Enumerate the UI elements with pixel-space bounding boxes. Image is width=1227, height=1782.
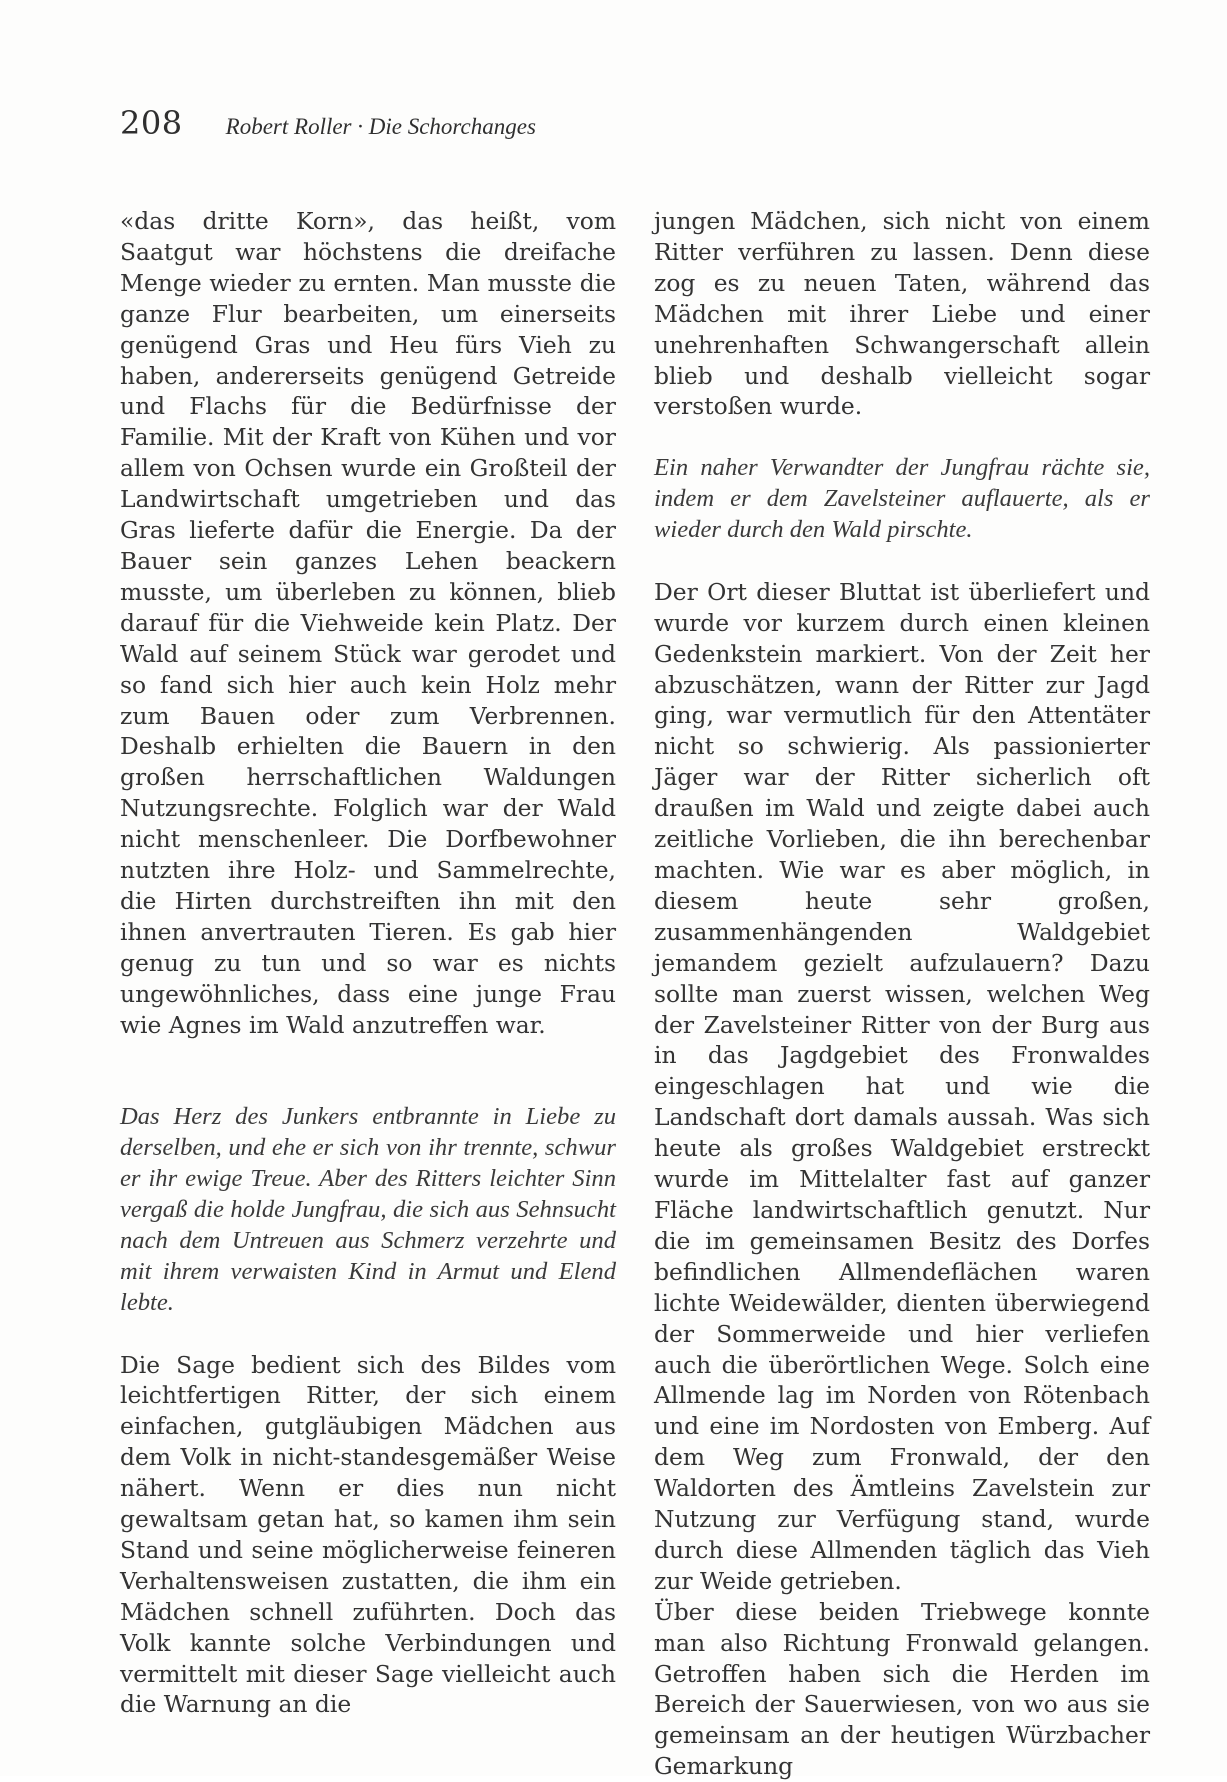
page-number: 208 (120, 104, 183, 142)
left-column (120, 206, 616, 1720)
right-column (654, 206, 1150, 1782)
body-paragraph: Die Sage bedient sich des Bildes vom leichtfertigen Ritter, der sich einem einfachen, gutgläubigen Mädchen aus dem Volk in nicht-standesgemäßer Weise nähert. Wenn er dies nun nicht gewaltsam getan hat, so kamen ihm sein Stand und seine möglicherweise feineren Verhaltensweisen zustatten, die ihm ein Mädchen schnell zuführten. Doch das Volk kannte solche Verbindungen und vermittelt mit dieser Sage vielleicht auch die Warnung an die (120, 1350, 616, 1719)
page-header (120, 104, 536, 142)
legend-quote: Ein naher Verwandter der Jungfrau rächte sie, indem er dem Zavelsteiner auflauerte, als er wieder durch den Wald pirschte. (654, 454, 1150, 544)
legend-quote: Das Herz des Junkers entbrannte in Liebe zu derselben, und ehe er sich von ihr trennte, schwur er ihr ewige Treue. Aber des Ritters leichter Sinn vergaß die holde Jungfrau, die sich aus Sehnsucht nach dem Untreuen aus Schmerz verzehrte und mit ihrem verwaisten Kind in Armut und Elend lebte. (120, 1103, 616, 1316)
body-paragraph: jungen Mädchen, sich nicht von einem Ritter verführen zu lassen. Denn diese zog es zu neuen Taten, während das Mädchen mit ihrer Liebe und einer unehrenhaften Schwangerschaft allein blieb und deshalb vielleicht sogar verstoßen wurde. (654, 207, 1150, 421)
body-paragraph: Der Ort dieser Bluttat ist überliefert und wurde vor kurzem durch einen kleinen Gedenkstein markiert. Von der Zeit her abzuschätzen, wann der Ritter zur Jagd ging, war vermutlich für den Attentäter nicht so schwierig. Als passionierter Jäger war der Ritter sicherlich oft draußen im Wald und zeigte dabei auch zeitliche Vorlieben, die ihn berechenbar machten. Wie war es aber möglich, in diesem heute sehr großen, zusammenhängenden Waldgebiet jemandem gezielt aufzulauern? Dazu sollte man zuerst wissen, welchen Weg der Zavelsteiner Ritter von der Burg aus in das Jagdgebiet des Fronwaldes eingeschlagen hat und wie die Landschaft dort damals aussah. Was sich heute als großes Waldgebiet erstreckt wurde im Mittelalter fast auf ganzer Fläche landwirtschaftlich genutzt. Nur die im gemeinsamen Besitz des Dorfes befindlichen Allmendeflächen waren lichte Weidewälder, dienten überwiegend der Sommerweide und hier verliefen auch die überörtlichen Wege. Solch eine Allmende lag im Norden von Rötenbach und eine im Nordosten von Emberg. Auf dem Weg zum Fronwald, der den Waldorten des Ämtleins Zavelstein zur Nutzung zur Verfügung stand, wurde durch diese Allmenden täglich das Vieh zur Weide getrieben. (654, 577, 1150, 1595)
body-paragraph: Über diese beiden Triebwege konnte man also Richtung Fronwald gelangen. Getroffen haben sich die Herden im Bereich der Sauerwiesen, von wo aus sie gemeinsam an der heutigen Würzbacher Gemarkung (654, 1597, 1150, 1781)
running-head: Robert Roller · Die Schorchanges (225, 114, 536, 139)
body-paragraph: «das dritte Korn», das heißt, vom Saatgut war höchstens die dreifache Menge wieder zu ernten. Man musste die ganze Flur bearbeiten, um einerseits genügend Gras und Heu fürs Vieh zu haben, andererseits genügend Getreide und Flachs für die Bedürfnisse der Familie. Mit der Kraft von Kühen und vor allem von Ochsen wurde ein Großteil der Landwirtschaft umgetrieben und das Gras lieferte dafür die Energie. Da der Bauer sein ganzes Lehen beackern musste, um überleben zu können, blieb darauf für die Viehweide kein Platz. Der Wald auf seinem Stück war gerodet und so fand sich hier auch kein Holz mehr zum Bauen oder zum Verbrennen. Deshalb erhielten die Bauern in den großen herrschaftlichen Waldungen Nutzungsrechte. Folglich war der Wald nicht menschenleer. Die Dorfbewohner nutzten ihre Holz- und Sammelrechte, die Hirten durchstreiften ihn mit den ihnen anvertrauten Tieren. Es gab hier genug zu tun und so war es nichts ungewöhnliches, dass eine junge Frau wie Agnes im Wald anzutreffen war. (120, 207, 616, 1039)
